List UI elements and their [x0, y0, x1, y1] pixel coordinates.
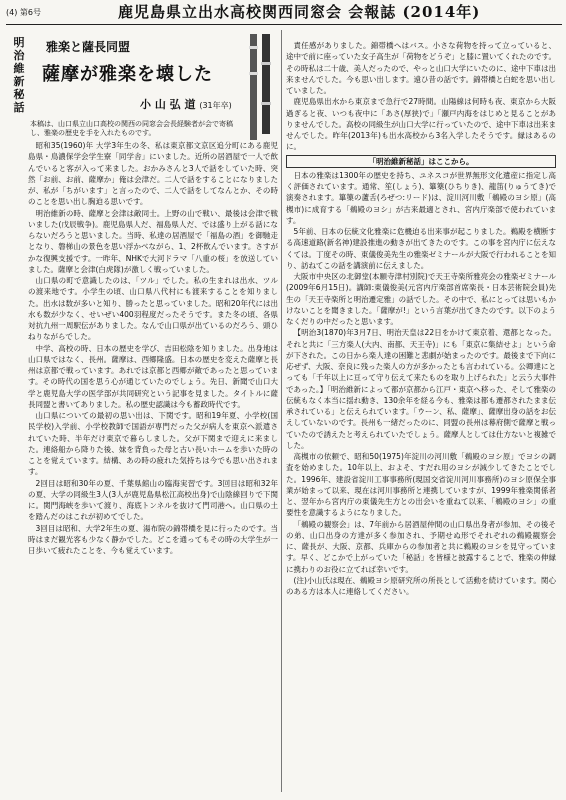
series-char: 話	[13, 101, 25, 114]
flute-body	[250, 34, 257, 140]
author-note: 本稿は、山口県立山口高校の関西の同窓会会長経験者が会で寄稿し、雅楽の歴史を手を入れたものです。	[30, 120, 233, 137]
body-paragraph: 大阪市中央区の北御堂(本願寺津村別院)で天王寺楽所雅亮会の雅楽ゼミナール(2009年6月15日)。講師:東儀俊美(元宮内庁楽部首席楽長・日本芸術院会員)先生の「天王寺楽所と明治遷定雅」の話でした。その中で、私にとっては思いもかけないことを聞きました。「薩摩が!」という言葉が出てきたのです。以下のようなくだりの中だったと思います。	[286, 272, 556, 326]
page-header	[0, 0, 566, 26]
right-column	[286, 40, 556, 792]
body-paragraph: 日本の雅楽は1300年の歴史を持ち、ユネスコが世界無形文化遺産に指定し高く評価されています。通常、笙(しょう)、篳篥(ひちりき)、龍笛(りゅうてき)で演奏されます。篳篥の蘆舌(ろぜつ:リード)は、淀川河川敷「鵜殿のヨシ原」(高槻市)に成育する「鵜殿のヨシ」が古来最適とされ、宮内庁楽部で使われています。	[286, 170, 556, 225]
author-byline	[140, 96, 232, 112]
binding-band	[249, 72, 258, 75]
body-paragraph: 明治維新の時、薩摩と会津は敵同士。上野の山で戦い、最後は会津で戦いました(戊辰戦争)。鹿児島県人だ、福島県人だ、では盛り上がる話にならないだろうと思いました。当時、私達の居酒屋で「福島の酒」を御馳走となり、磐梯山の景色を思い浮かべながら、1、2杯飲んでいます。さすがかな復興支援です。一昨年、NHKで大河ドラマ「八重の桜」を放送していました。薩摩と会津(白虎隊)が激しく戦っていました。	[28, 208, 278, 274]
header-rule	[6, 24, 562, 25]
article-title: 薩摩が雅楽を壊した	[42, 64, 213, 85]
binding-band	[261, 62, 271, 65]
body-paragraph: 責任感がありました。錦帯橋へはバス。小さな荷物を持って立っていると、途中で前に座っていた女子高生が「荷物をどうぞ」と膝に置いてくれたのです。その時私は二十歳、美人だったので、やっと山口大学にいたのに、途中下車は出来ませんでした。今も思い出します。遠ひ昔の話です。錦帯橋と白蛇を思い出していました。	[286, 41, 556, 95]
body-paragraph: 高槻市の依頼で、昭和50(1975)年淀川の河川敷「鵜殿のヨシ原」でヨシの調査を始めました。10年以上、およそ、すだれ用のヨシが減少してきたことでした。1996年、建設省淀川工事事務所(現国交省淀川河川事務所)のヨシ原保全事業が始まって以来、現在は河川事務所と連携していますが、1999年雅楽関係者と、翌年から宮内庁の東儀先生方との出会いを重ねて以来、「鵜殿のヨシ」の重要性を意識するようになりました。	[286, 452, 556, 518]
series-char: 秘	[13, 88, 25, 101]
series-char: 新	[13, 75, 25, 88]
body-paragraph: 5年前、日本の伝統文化雅楽に危機迫る出来事が起こりました。鵜殿を横断する高速道路(新名神)建設推進の動きが出てきたのです。この事を宮内庁に伝えなくては。丁度その時、東儀俊美先生の雅楽ゼミナールが大阪で行われることを知り、訪ねてこの話を講演前に伝えました。	[286, 227, 556, 270]
author-class: (31年卒)	[199, 101, 232, 110]
body-paragraph: 「鵜殿の観察会」は、7年前から居酒屋仲間の山口県出身者が参加、その後その弟、山口出身の方達が多く参加され、予期せぬ形でそれぞれの鵜殿観察会に、薩長が、大阪、京都、兵庫からの参加者と共に鵜殿のヨシを見守っています。早く、どこかで上がっていた「秘話」を皆様と披露することで、雅楽の伸縁に携わりのお役に立てれば幸いです。	[286, 519, 556, 574]
left-column	[28, 140, 278, 792]
binding-band	[261, 102, 271, 105]
body-paragraph: 【明治3(1870)年3月7日、明治天皇は22日をかけて東京着、還都となった。それと共に「三方楽人(大内、南都、天王寺)」にも「東京に集結せよ」という命が下された。この日から楽人達の困難と悲劇が始まったのです。最後まで下向に応ぜず、大阪、奈良に残った楽人の方が多かったとも言われている。公卿達にとっても「千年以上に亘って守り伝えて来たものを取り上げられた」と云う大事件であった。】「明治維新によって都が京都から江戸・東京へ移った、そして雅楽の伝統もなく本当に揺れ動き、130余年を経る今も、雅楽は都も遷都されたまま伝承されている」と伝えられています。「ウーン、私、薩摩」、薩摩出身の話をお伝えしていないのです。長州も一緒だったのに、同盟の長州は幕府側で薩摩と戦っていたので誘えたと考えられていたでしょう。薩摩人としては仕方ないと複雑でした。	[286, 328, 556, 450]
instrument-illustration	[244, 32, 278, 144]
column-divider	[281, 30, 282, 792]
body-paragraph: 昭和35(1960)年 大学3年生の冬、私は東京都文京区追分町にある鹿児島県・鳥濃保学会学生寮「同学舎」にいました。近所の居酒屋で一人で飲んでいると客が入って来ました。おかみさんと3人で話をしていた時、突然「お前、お前、薩摩か」俺は会津だ。二人で話をすることになりましたが、私が「ちがいます」と言ったので、二人で話をしてなんとか、その時のことを思い出し胸迫る思いです。	[28, 141, 278, 207]
series-char: 明	[13, 36, 25, 49]
body-paragraph: 中学、高校の時、日本の歴史を学び、吉田松陰を知りました。出身地は山口県ではなく、長州。薩摩は、西郷隆盛。日本の歴史を変えた薩摩と長州は京都で戦っています。あれでは京都と西郷が敵であったと思っています。その時代の国を思う心が通じていたのでしょう。先日、新聞で山口大学と鹿児島大学の医学部が共同研究という記事を見ました。タイトルに薩長同盟と書いてありました。私の歴史認識は今も蓄政時代です。	[28, 343, 278, 409]
series-char: 維	[13, 62, 25, 75]
article-subtitle: 雅楽と薩長同盟	[46, 40, 131, 54]
series-label	[10, 36, 28, 114]
binding-band	[249, 46, 258, 49]
body-paragraph: (注)小山氏は現在、鵜殿ヨシ原研究所の所長として活動を続けています。関心のある方は本人に連絡してください。	[286, 575, 556, 596]
body-paragraph: 山口県についての最初の思い出は、下関です。昭和19年夏、小学校(国民学校)入学前、小学校教師で国語が専門だった父が病人を東京へ派遣されていた時、半年だけ東京で暮らしました。父が下関まで迎えに来ました。連絡船から降りた後、妹を背負った母と古い長いホームを歩いた時のことを覚えています。結構、あの時の疲れた気持ちは今でも思い出されます。	[28, 411, 278, 477]
body-paragraph: 鹿児島県出水から東京まで急行で27時間。山陽線は何時も夜、東京から大阪過ぎると夜、いつも夜中に「あさ(厚狭)で」「瀬戸内海をはじめと見ることがありませんでした。高校の同級生が山口大学に行っていたので、途中下車は出来ませんでした。昨年(2013年)も出水高校から3名入学したそうです。縁はあるのに。	[286, 97, 556, 152]
body-paragraph: 2回目は昭和30年の夏、千葉県館山の臨海実習です。3回目は昭和32年の夏、大学の同級生3人(3人が鹿児島県松江高校出身)で山陰線回りで下関に。関門海峡を歩いて渡り、海底トンネルを抜けて門司港へ。山口県の土を踏んだのはこれが初めてでした。	[28, 478, 278, 522]
author-name: 小 山 弘 道	[140, 98, 196, 111]
reed-pipe	[262, 34, 270, 134]
page-number: (4) 第6号	[6, 8, 41, 17]
masthead-title: 鹿児島県立出水高校関西同窓会 会報誌 (2014年)	[118, 3, 481, 21]
series-char: 治	[13, 49, 25, 62]
section-heading: 「明治維新秘話」はここから。	[286, 155, 556, 168]
body-paragraph: 3回目は昭和、大学2年生の夏、湯布院の錦帯橋を見に行ったのです。当時はまだ観光客も少なく静かでした。どこを通ってもその時の大学生が一日歩いて疲れたことを、今も覚えています。	[28, 523, 278, 555]
body-paragraph: 山口県の町で意識したのは、「ツル」でした。私の生まれは出水、ツルの渡来地です。小学生の頃、山口県八代村にも渡来することを知りました。出水は数が多いと知り、勝ったと思っていました。昭和20年代には出水も数が少なく、せいぜい400羽程度だったそうです。また冬の頃、各県対抗九州一周駅伝がありました。なんで山口県が出ているのだろう、頭ひねりながらでした。	[28, 276, 278, 342]
